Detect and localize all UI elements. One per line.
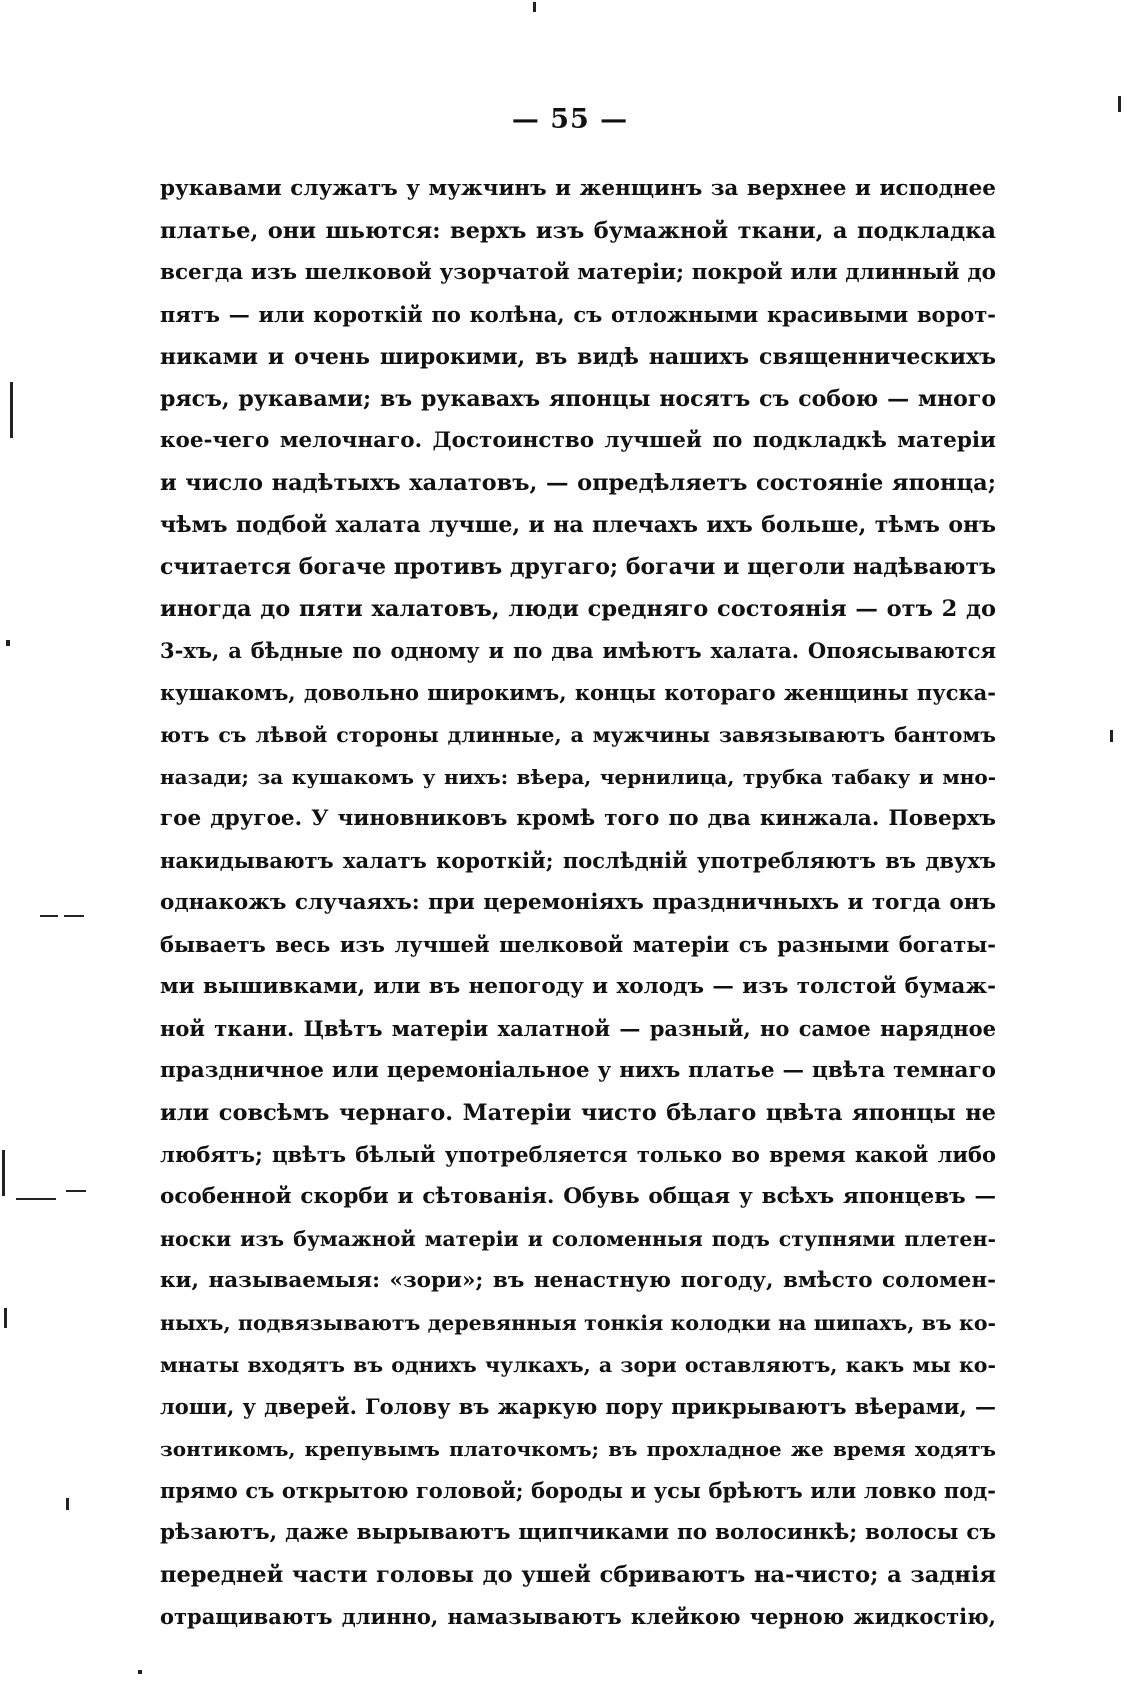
text-line: никами и очень широкими, въ видѣ нашихъ священническихъ bbox=[160, 344, 996, 370]
text-line: особенной скорби и сѣтованія. Обувь общая у всѣхъ японцевъ — bbox=[160, 1184, 996, 1209]
text-line: ной ткани. Цвѣтъ матеріи халатной — разный, но самое нарядное bbox=[160, 1016, 996, 1041]
scan-mark bbox=[533, 2, 536, 12]
text-line: назади; за кушакомъ у нихъ: вѣера, чернилица, трубка табаку и мно- bbox=[160, 765, 996, 789]
text-line: 3-хъ, а бѣдные по одному и по два имѣютъ халата. Опоясываются bbox=[160, 638, 996, 663]
scan-mark bbox=[10, 382, 13, 438]
text-line: рѣзаютъ, даже вырываютъ щипчиками по волосинкѣ; волосы съ bbox=[160, 1520, 996, 1545]
text-line: чѣмъ подбой халата лучше, и на плечахъ ихъ больше, тѣмъ онъ bbox=[160, 512, 996, 538]
text-line: прямо съ открытою головой; бороды и усы брѣютъ или ловко под- bbox=[160, 1478, 996, 1503]
text-line: отращиваютъ длинно, намазываютъ клейкою черною жидкостію, bbox=[160, 1604, 996, 1629]
text-line: гое другое. У чиновниковъ кромѣ того по два кинжала. Поверхъ bbox=[160, 806, 996, 831]
scan-mark bbox=[16, 1198, 56, 1200]
text-line: кушакомъ, довольно широкимъ, концы котораго женщины пуска- bbox=[160, 680, 996, 705]
scan-mark bbox=[6, 640, 10, 646]
text-line: ныхъ, подвязываютъ деревянныя тонкія колодки на шипахъ, въ ко- bbox=[160, 1311, 996, 1335]
text-line: платье, они шьются: верхъ изъ бумажной ткани, а подкладка bbox=[160, 218, 996, 244]
scan-mark bbox=[40, 915, 58, 917]
scan-mark bbox=[4, 1308, 7, 1328]
text-line: считается богаче противъ другаго; богачи и щеголи надѣваютъ bbox=[160, 554, 996, 580]
text-line: любятъ; цвѣтъ бѣлый употребляется только во время какой либо bbox=[160, 1142, 996, 1167]
text-line: носки изъ бумажной матеріи и соломенныя подъ ступнями плетен- bbox=[160, 1227, 996, 1251]
text-line: или совсѣмъ чернаго. Матеріи чисто бѣлаго цвѣта японцы не bbox=[160, 1100, 996, 1126]
text-line: передней части головы до ушей сбриваютъ на-чисто; а заднія bbox=[160, 1562, 996, 1588]
text-line: и число надѣтыхъ халатовъ, — опредѣляетъ состояніе японца; bbox=[160, 470, 996, 496]
text-line: праздничное или церемоніальное у нихъ платье — цвѣта темнаго bbox=[160, 1058, 996, 1083]
text-line: мнаты входятъ въ однихъ чулкахъ, а зори оставляютъ, какъ мы ко- bbox=[160, 1353, 996, 1377]
text-line: ютъ съ лѣвой стороны длинные, а мужчины завязываютъ бантомъ bbox=[160, 723, 996, 747]
body-text bbox=[160, 168, 996, 1638]
scan-mark bbox=[1110, 730, 1113, 742]
text-line: лоши, у дверей. Голову въ жаркую пору прикрываютъ вѣерами, — bbox=[160, 1394, 996, 1419]
text-line: накидываютъ халатъ короткій; послѣдній употребляютъ въ двухъ bbox=[160, 848, 996, 873]
page-number: — 55 — bbox=[511, 104, 629, 135]
text-line: ми вышивками, или въ непогоду и холодъ — изъ толстой бумаж- bbox=[160, 974, 996, 999]
scan-mark bbox=[66, 1498, 69, 1510]
scan-mark bbox=[2, 1150, 5, 1196]
text-line: зонтикомъ, крепувымъ платочкомъ; въ прохладное же время ходятъ bbox=[160, 1437, 996, 1461]
text-line: рукавами служатъ у мужчинъ и женщинъ за верхнее и исподнее bbox=[160, 176, 996, 201]
scan-mark bbox=[64, 915, 84, 917]
text-line: иногда до пяти халатовъ, люди средняго состоянія — отъ 2 до bbox=[160, 596, 996, 622]
text-line: ки, называемыя: «зори»; въ ненастную погоду, вмѣсто соломен- bbox=[160, 1268, 996, 1293]
text-line: однакожъ случаяхъ: при церемоніяхъ праздничныхъ и тогда онъ bbox=[160, 890, 996, 915]
scan-mark bbox=[138, 1670, 142, 1674]
text-line: пятъ — или короткій по колѣна, съ отложными красивыми ворот- bbox=[160, 302, 996, 327]
text-line: кое-чего мелочнаго. Достоинство лучшей по подкладкѣ матеріи bbox=[160, 428, 996, 453]
text-line: бываетъ весь изъ лучшей шелковой матеріи съ разными богаты- bbox=[160, 932, 996, 957]
text-line: рясъ, рукавами; въ рукавахъ японцы носятъ съ собою — много bbox=[160, 386, 996, 412]
scan-mark bbox=[1118, 96, 1121, 112]
scan-mark bbox=[66, 1190, 86, 1192]
text-line: всегда изъ шелковой узорчатой матеріи; покрой или длинный до bbox=[160, 260, 996, 285]
